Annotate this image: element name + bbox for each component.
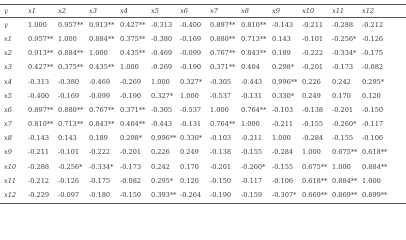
table-cell: -0.101: [58, 149, 80, 157]
table-cell: -0.284: [302, 135, 324, 142]
table-cell: -0.305: [210, 78, 232, 86]
table-cell: -0.169: [180, 35, 202, 43]
table-cell: -0.173: [332, 64, 354, 71]
table-cell: 0.618**: [362, 149, 388, 157]
table-cell: -0.131: [180, 121, 202, 128]
table-cell: -0.269: [120, 78, 142, 86]
table-cell: -0.288: [332, 21, 354, 29]
table-cell: -0.099: [89, 92, 111, 100]
table-cell: -0.305: [151, 106, 173, 114]
table-cell: 0.143: [272, 35, 291, 43]
table-cell: -0.175: [89, 177, 111, 185]
table-cell: 0.427**: [120, 21, 146, 29]
table-cell: 0.996**: [272, 78, 298, 86]
table-cell: 0.298*: [120, 135, 143, 142]
table-cell: -0.099: [180, 50, 202, 57]
table-cell: 0.298*: [272, 64, 295, 71]
table-cell: -0.380: [58, 78, 80, 86]
column-header: x5: [151, 7, 159, 15]
table-cell: 0.435**: [89, 64, 115, 71]
table-cell: 0.880**: [210, 35, 236, 43]
table-cell: -0.264: [180, 192, 202, 199]
table-cell: 0.242: [151, 163, 170, 171]
table-cell: -0.443: [241, 78, 263, 86]
table-cell: 0.884**: [362, 163, 388, 171]
table-cell: 1.000: [362, 177, 381, 185]
row-label: x7: [4, 121, 12, 128]
table-cell: 0.404**: [120, 121, 146, 128]
row-label: x5: [4, 92, 12, 100]
table-cell: 0.330*: [180, 135, 203, 142]
table-cell: -0.288: [28, 163, 50, 171]
table-cell: -0.155: [302, 121, 324, 128]
row-label: x6: [4, 106, 12, 114]
table-cell: -0.097: [58, 192, 80, 199]
table-cell: -0.180: [89, 192, 111, 199]
table-cell: 0.375**: [120, 35, 146, 43]
table-cell: 0.189: [272, 50, 291, 57]
table-cell: -0.222: [89, 149, 111, 157]
table-cell: -0.169: [58, 92, 80, 100]
table-cell: 0.189: [89, 135, 108, 142]
table-cell: -0.155: [241, 149, 263, 157]
table-cell: -0.131: [241, 92, 263, 100]
column-header: x8: [241, 7, 249, 15]
table-cell: -0.150: [362, 106, 384, 114]
table-cell: 0.375**: [58, 64, 84, 71]
table-cell: -0.307*: [272, 192, 297, 199]
table-cell: 0.427**: [28, 64, 54, 71]
table-cell: 0.242: [332, 78, 351, 86]
table-cell: -0.190: [120, 92, 142, 100]
table-cell: 0.767**: [89, 106, 115, 114]
table-row: [0, 188, 406, 202]
table-cell: 0.404: [241, 64, 260, 71]
table-cell: 0.764**: [241, 106, 267, 114]
column-header: x2: [58, 7, 66, 15]
table-cell: -0.537: [210, 92, 232, 100]
table-cell: -0.106: [362, 135, 384, 142]
table-row: [0, 61, 406, 75]
table-cell: -0.150: [210, 177, 232, 185]
table-cell: -0.443: [151, 121, 173, 128]
table-cell: 1.000: [241, 121, 260, 128]
table-cell: 0.143: [58, 135, 77, 142]
table-cell: -0.212: [28, 177, 50, 185]
table-cell: -0.334*: [332, 50, 357, 57]
table-cell: 0.884**: [332, 177, 358, 185]
table-cell: 1.000: [89, 50, 108, 57]
table-row: [0, 103, 406, 117]
column-header: x12: [362, 7, 375, 15]
row-label: x9: [4, 149, 12, 157]
row-label: x10: [4, 163, 17, 171]
table-row: [0, 132, 406, 146]
table-cell: -0.260*: [241, 163, 266, 171]
table-cell: 0.618**: [302, 177, 328, 185]
table-cell: -0.211: [241, 135, 263, 142]
row-label: x8: [4, 135, 12, 142]
table-cell: -0.211: [302, 21, 324, 29]
table-cell: 1.000: [28, 21, 47, 29]
table-body: [0, 18, 406, 202]
table-row: [0, 146, 406, 160]
table-cell: -0.117: [362, 121, 384, 128]
table-cell: -0.190: [180, 64, 202, 71]
table-row: [0, 160, 406, 174]
table-row: [0, 46, 406, 60]
table-row: [0, 89, 406, 103]
table-cell: -0.159: [241, 192, 263, 199]
column-header: x6: [180, 7, 188, 15]
table-cell: -0.106: [272, 177, 294, 185]
table-cell: -0.103: [272, 106, 294, 114]
table-cell: -0.313: [28, 78, 50, 86]
table-cell: -0.201: [302, 64, 324, 71]
table-cell: 0.899**: [362, 192, 388, 199]
table-cell: 1.000: [272, 135, 291, 142]
table-cell: 0.884**: [58, 50, 84, 57]
table-cell: -0.400: [180, 21, 202, 29]
table-cell: 0.371**: [210, 64, 236, 71]
table-cell: -0.212: [362, 21, 384, 29]
table-cell: 0.810**: [241, 21, 267, 29]
table-cell: -0.334*: [89, 163, 114, 171]
table-cell: 1.000: [120, 64, 139, 71]
table-cell: -0.201: [332, 106, 354, 114]
table-cell: -0.103: [210, 135, 232, 142]
table-cell: 0.713**: [241, 35, 267, 43]
table-cell: -0.229: [28, 192, 50, 199]
table-cell: 0.913**: [28, 50, 54, 57]
row-label: x3: [4, 64, 12, 71]
column-header: x10: [302, 7, 315, 15]
column-header: x4: [120, 7, 128, 15]
table-cell: -0.138: [302, 106, 324, 114]
table-cell: -0.269: [151, 64, 173, 71]
column-header: x9: [272, 7, 280, 15]
header-row: [0, 5, 406, 17]
table-cell: 0.170: [180, 163, 199, 171]
table-cell: 0.843**: [89, 121, 115, 128]
table-cell: -0.201: [210, 163, 232, 171]
table-cell: 0.843**: [241, 50, 267, 57]
bottom-rule: [0, 203, 406, 204]
table-cell: 0.249: [180, 149, 199, 157]
table-cell: -0.537: [180, 106, 202, 114]
column-header: x7: [210, 7, 218, 15]
table-cell: 0.996**: [151, 135, 177, 142]
column-header: x11: [332, 7, 345, 15]
column-header: x1: [28, 7, 36, 15]
table-cell: -0.284: [272, 149, 294, 157]
table-cell: 1.000: [151, 78, 170, 86]
table-cell: 1.000: [332, 163, 351, 171]
table-cell: -0.150: [120, 192, 142, 199]
table-cell: -0.082: [362, 64, 384, 71]
table-cell: 0.675**: [302, 163, 328, 171]
table-row: [0, 174, 406, 188]
table-cell: -0.101: [302, 35, 324, 43]
table-cell: 0.327*: [180, 78, 203, 86]
table-row: [0, 18, 406, 32]
row-label: x4: [4, 78, 12, 86]
table-cell: -0.143: [272, 21, 294, 29]
table-cell: 0.713**: [58, 121, 84, 128]
table-cell: 0.913**: [89, 21, 115, 29]
table-cell: -0.155: [332, 135, 354, 142]
table-cell: -0.126: [362, 35, 384, 43]
table-row: [0, 75, 406, 89]
table-cell: 0.767**: [210, 50, 236, 57]
table-cell: -0.400: [28, 92, 50, 100]
table-cell: 0.249: [302, 92, 321, 100]
table-cell: 0.330*: [272, 92, 295, 100]
column-header: x3: [89, 7, 97, 15]
table-cell: 0.897**: [28, 106, 54, 114]
table-cell: 0.957**: [58, 21, 84, 29]
table-cell: 0.669**: [302, 192, 328, 199]
row-label: y: [4, 21, 8, 29]
table-cell: 0.675**: [332, 149, 358, 157]
column-header: y: [4, 7, 8, 15]
table-cell: 0.957**: [28, 35, 54, 43]
table-cell: 0.327*: [151, 92, 174, 100]
table-cell: 0.884**: [89, 35, 115, 43]
table-cell: -0.313: [151, 21, 173, 29]
table-cell: -0.211: [272, 121, 294, 128]
table-cell: 0.764**: [210, 121, 236, 128]
table-cell: 0.880**: [58, 106, 84, 114]
row-label: x12: [4, 192, 17, 199]
table-cell: 0.897**: [210, 21, 236, 29]
table-cell: -0.190: [210, 192, 232, 199]
table-cell: 0.869**: [332, 192, 358, 199]
table-cell: 0.295*: [362, 78, 385, 86]
table-cell: 0.810**: [28, 121, 54, 128]
table-cell: -0.260*: [332, 121, 357, 128]
table-cell: -0.256*: [332, 35, 357, 43]
table-cell: -0.173: [120, 163, 142, 171]
table-cell: -0.126: [58, 177, 80, 185]
table-cell: -0.469: [151, 50, 173, 57]
table-cell: 0.371**: [120, 106, 146, 114]
table-cell: 0.295*: [151, 177, 174, 185]
table-cell: 1.000: [58, 35, 77, 43]
table-cell: 0.120: [362, 92, 381, 100]
row-label: x2: [4, 50, 12, 57]
table-cell: -0.201: [120, 149, 142, 157]
table-cell: -0.155: [272, 163, 294, 171]
table-cell: -0.469: [89, 78, 111, 86]
table-cell: 1.000: [210, 106, 229, 114]
table-cell: -0.117: [241, 177, 263, 185]
row-label: x11: [4, 177, 17, 185]
row-label: x1: [4, 35, 12, 43]
table-row: [0, 117, 406, 131]
table-cell: 1.000: [302, 149, 321, 157]
table-cell: -0.211: [28, 149, 50, 157]
table-cell: -0.256*: [58, 163, 83, 171]
table-cell: 0.120: [180, 177, 199, 185]
table-cell: -0.143: [28, 135, 50, 142]
table-cell: -0.138: [210, 149, 232, 157]
table-cell: -0.380: [151, 35, 173, 43]
table-cell: 0.226: [302, 78, 321, 86]
table-cell: 0.435**: [120, 50, 146, 57]
table-cell: 0.170: [332, 92, 351, 100]
table-cell: -0.222: [302, 50, 324, 57]
table-cell: -0.175: [362, 50, 384, 57]
table-row: [0, 32, 406, 46]
table-cell: 0.226: [151, 149, 170, 157]
table-cell: -0.082: [120, 177, 142, 185]
table-cell: 1.000: [180, 92, 199, 100]
table-cell: 0.393**: [151, 192, 177, 199]
